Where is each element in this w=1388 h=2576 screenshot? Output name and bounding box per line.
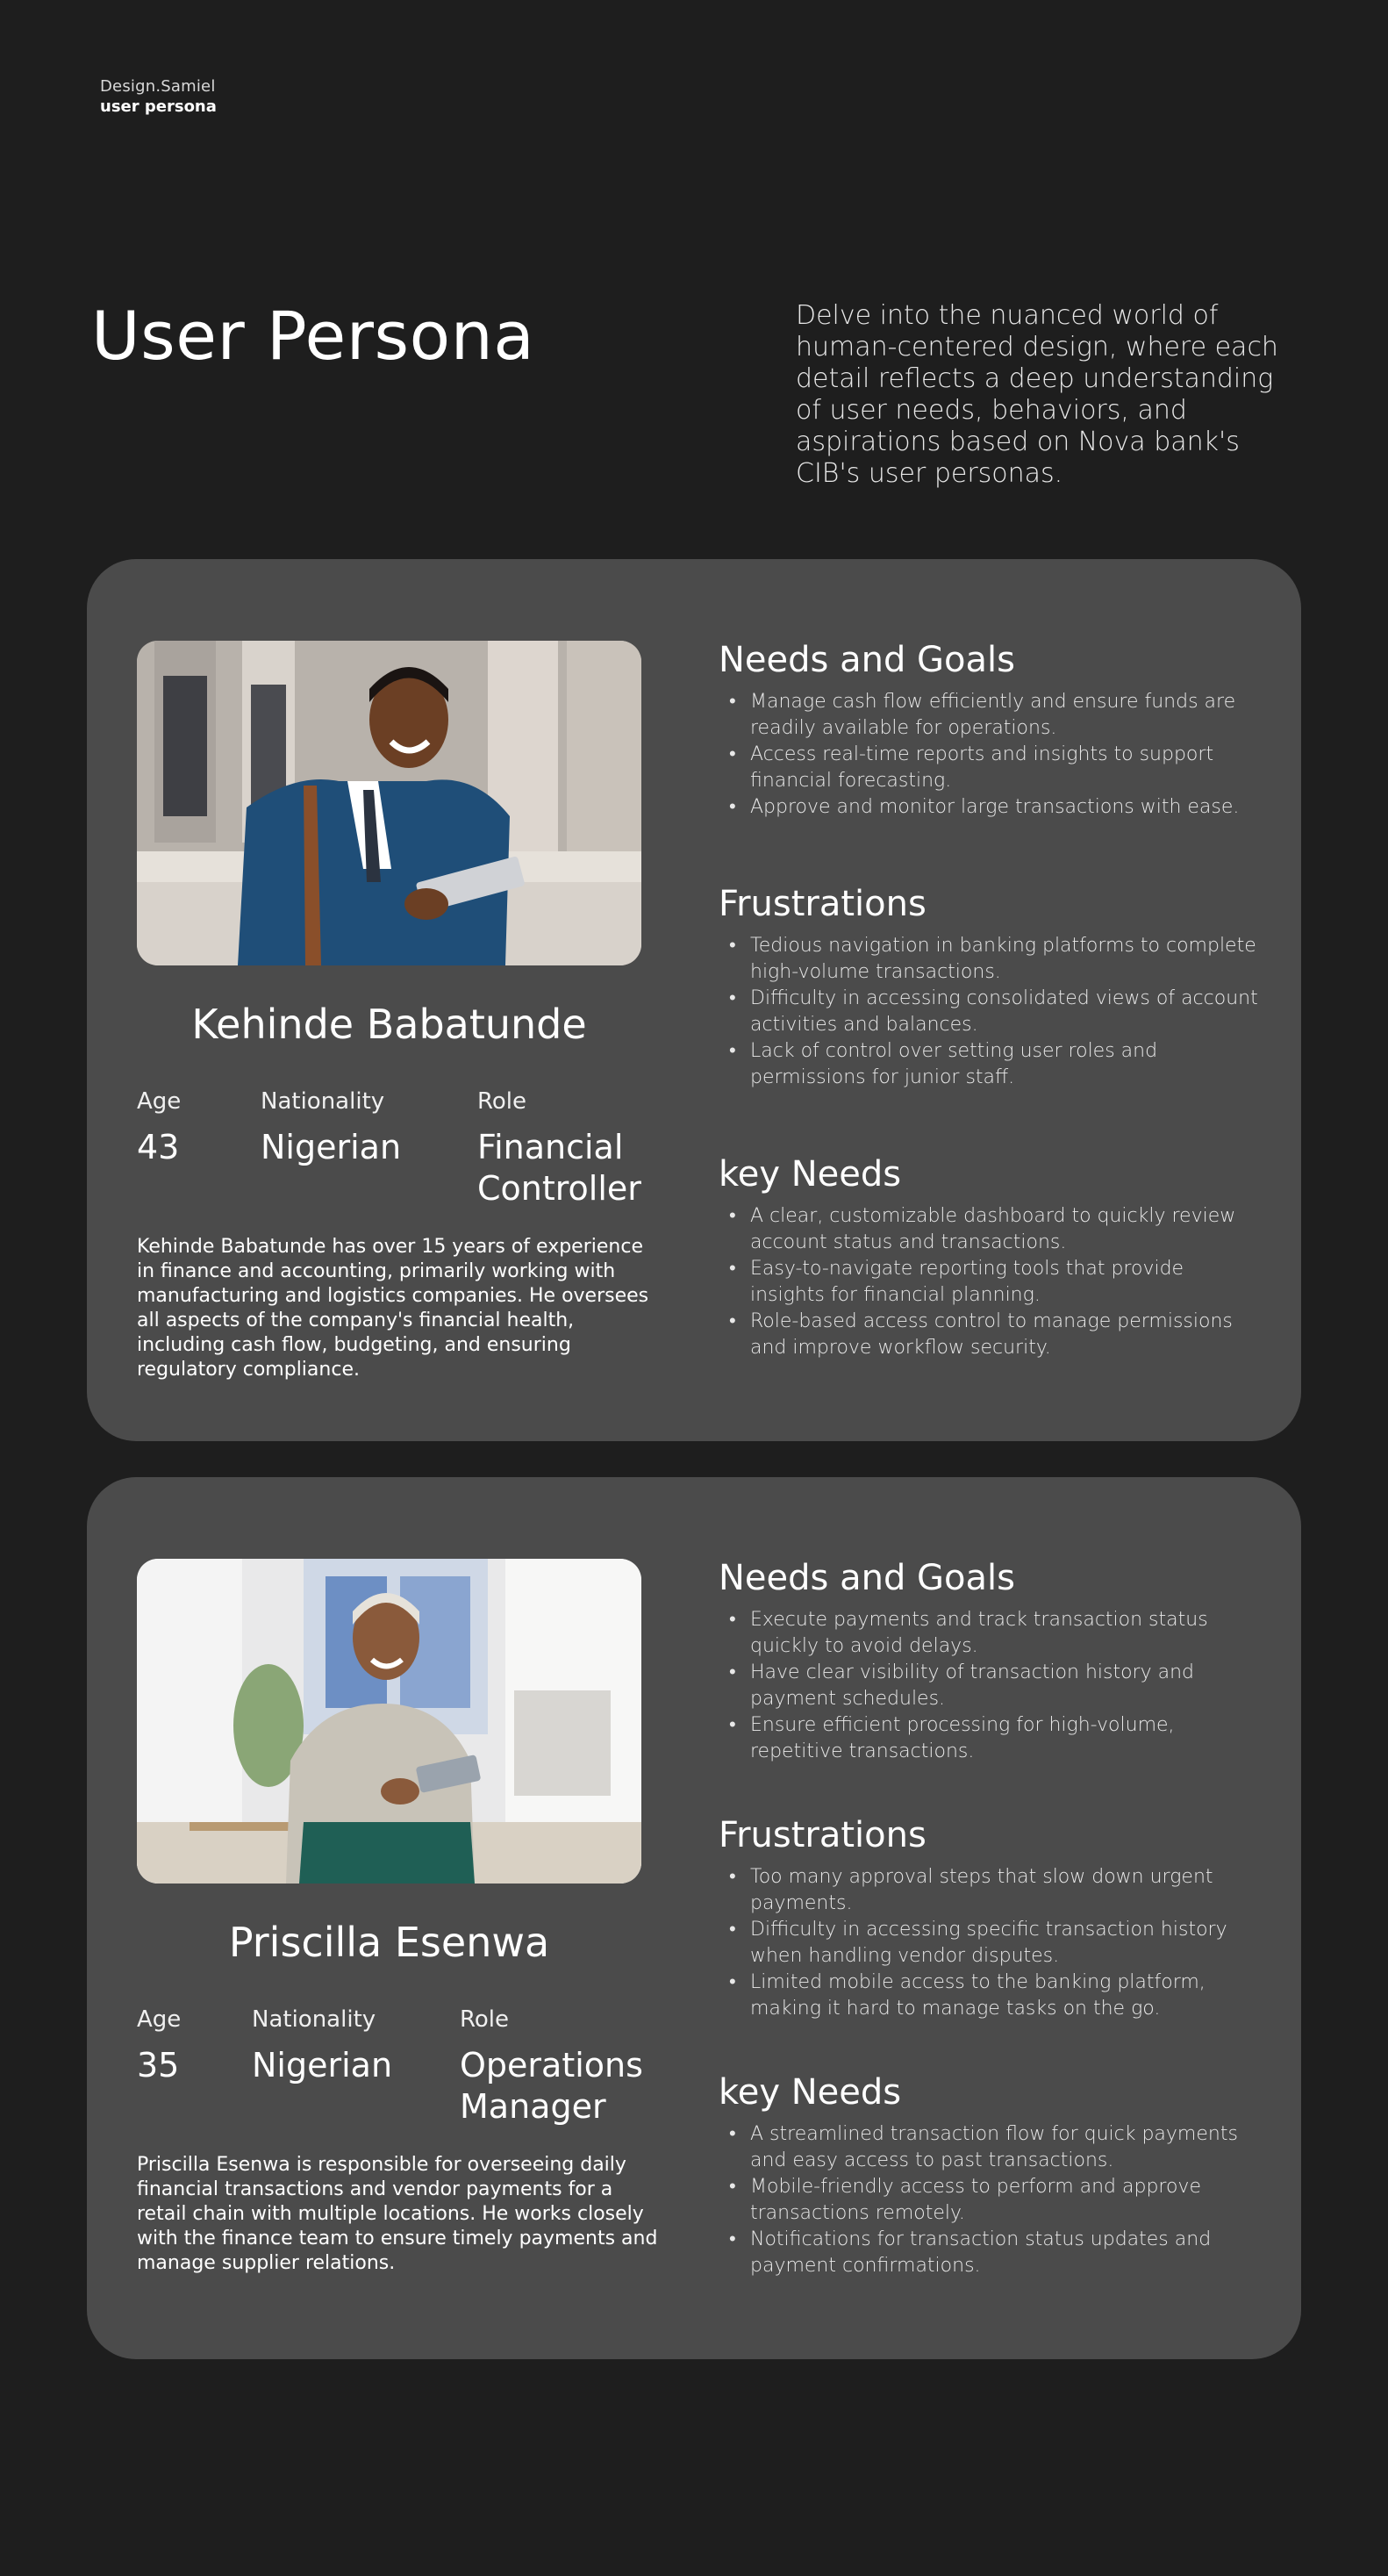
persona-name: Priscilla Esenwa	[228, 1919, 550, 1966]
role-label: Role	[477, 1088, 527, 1115]
section-title: Needs and Goals	[719, 1558, 1015, 1598]
list-item: • A clear, customizable dashboard to quickly review account status and transactions.	[719, 1203, 1263, 1256]
list-item: • Mobile-friendly access to perform and approve transactions remotely.	[719, 2174, 1263, 2227]
list-item: • Ensure efficient processing for high-volume, repetitive transactions.	[719, 1712, 1263, 1765]
bullet-list	[719, 933, 1263, 1091]
persona-name: Kehinde Babatunde	[191, 1001, 587, 1048]
persona-role	[460, 2006, 662, 2128]
list-item: • Access real-time reports and insights to support financial forecasting.	[719, 742, 1263, 794]
persona-nationality	[252, 2006, 392, 2086]
bullet-list	[719, 1864, 1263, 2022]
persona-nationality	[261, 1088, 401, 1168]
list-item: • Difficulty in accessing consolidated views of account activities and balances.	[719, 986, 1263, 1038]
role-value: Financial Controller	[477, 1128, 641, 1208]
businessman-portrait-photo-icon	[137, 641, 641, 965]
nationality-label: Nationality	[261, 1088, 385, 1115]
age-value: 35	[137, 2046, 180, 2084]
section-title: Frustrations	[719, 884, 927, 924]
section-title: key Needs	[719, 1154, 902, 1195]
bullet-list	[719, 689, 1263, 821]
persona-photo	[137, 1559, 641, 1884]
page-description: Delve into the nuanced world of human-centered design, where each detail reflects a deep understanding of user needs, behaviors, and aspirations based on Nova bank's CIB's user personas.	[796, 300, 1278, 489]
persona-role	[477, 1088, 653, 1209]
list-item: • Limited mobile access to the banking platform, making it hard to manage tasks on the go.	[719, 1970, 1263, 2022]
age-label: Age	[137, 1088, 182, 1115]
list-item: • Notifications for transaction status updates and payment confirmations.	[719, 2227, 1263, 2279]
list-item: • Lack of control over setting user roles and permissions for junior staff.	[719, 1038, 1263, 1091]
key-needs-section	[719, 1154, 1263, 1361]
list-item: • Have clear visibility of transaction history and payment schedules.	[719, 1660, 1263, 1712]
list-item: • Easy-to-navigate reporting tools that provide insights for financial planning.	[719, 1256, 1263, 1309]
page-title: User Persona	[91, 297, 535, 375]
list-item: • Approve and monitor large transactions with ease.	[719, 794, 1263, 821]
persona-card-kehinde	[87, 559, 1301, 1441]
list-item: • Role-based access control to manage permissions and improve workflow security.	[719, 1309, 1263, 1361]
bullet-list	[719, 1203, 1263, 1361]
list-item: • A streamlined transaction flow for quick payments and easy access to past transactions.	[719, 2121, 1263, 2174]
age-label: Age	[137, 2006, 182, 2033]
persona-bio: Kehinde Babatunde has over 15 years of experience in finance and accounting, primarily working with manufacturing and logistics companies. He oversees all aspects of the company's financial health, including cash flow, budgeting, and ensuring regulatory compliance.	[137, 1236, 649, 1381]
businesswoman-portrait-photo-icon	[137, 1559, 641, 1884]
list-item: • Execute payments and track transaction status quickly to avoid delays.	[719, 1607, 1263, 1660]
needs-goals-section	[719, 1558, 1263, 1765]
brand-block	[100, 77, 217, 116]
list-item: • Difficulty in accessing specific transaction history when handling vendor disputes.	[719, 1917, 1263, 1970]
list-item: • Too many approval steps that slow down urgent payments.	[719, 1864, 1263, 1917]
nationality-value: Nigerian	[252, 2046, 393, 2084]
persona-age	[137, 2006, 181, 2086]
persona-age	[137, 1088, 181, 1168]
bullet-list	[719, 1607, 1263, 1765]
section-title: Frustrations	[719, 1815, 927, 1855]
section-title: Needs and Goals	[719, 640, 1015, 680]
role-label: Role	[460, 2006, 510, 2033]
persona-photo	[137, 641, 641, 965]
list-item: • Tedious navigation in banking platforms to complete high-volume transactions.	[719, 933, 1263, 986]
brand-subtitle: user persona	[100, 97, 217, 116]
section-title: key Needs	[719, 2072, 902, 2113]
persona-bio: Priscilla Esenwa is responsible for overseeing daily financial transactions and vendor payments for a retail chain with multiple locations. He works closely with the finance team to ensure timely payments and manage supplier relations.	[137, 2154, 658, 2274]
frustrations-section	[719, 1815, 1263, 2022]
brand-name: Design.Samiel	[100, 77, 216, 96]
nationality-value: Nigerian	[261, 1128, 402, 1166]
role-value: Operations Manager	[460, 2046, 643, 2126]
age-value: 43	[137, 1128, 180, 1166]
needs-goals-section	[719, 640, 1263, 821]
list-item: • Manage cash flow efficiently and ensure funds are readily available for operations.	[719, 689, 1263, 742]
frustrations-section	[719, 884, 1263, 1091]
nationality-label: Nationality	[252, 2006, 376, 2033]
key-needs-section	[719, 2072, 1263, 2279]
persona-card-priscilla	[87, 1477, 1301, 2359]
bullet-list	[719, 2121, 1263, 2279]
